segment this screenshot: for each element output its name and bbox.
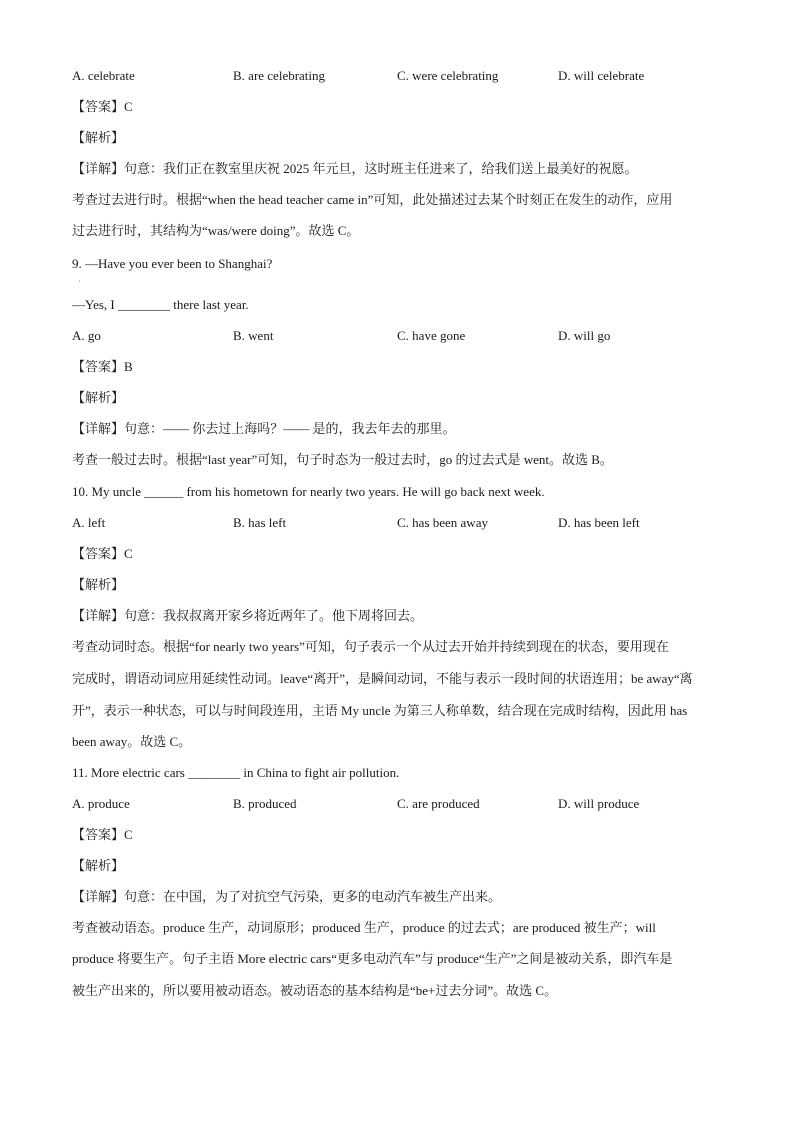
q11-analysis-heading: 【解析】 [72, 858, 125, 873]
q10-explain-line: 开”，表示一种状态，可以与时间段连用，主语 My uncle 为第三人称单数，结合现在完成时结构，因此用 has [72, 703, 688, 718]
q10-option-b: B. has left [233, 515, 287, 530]
q11-option-a: A. produce [72, 796, 130, 811]
q11-option-c: C. are produced [397, 796, 480, 811]
q8-option-b: B. are celebrating [233, 68, 326, 83]
q11-explain-line: 被生产出来的，所以要用被动语态。被动语态的基本结构是“be+过去分词”。故选 C。 [72, 983, 558, 998]
q10-analysis-heading: 【解析】 [72, 577, 125, 592]
q10-explain-line: 完成时，谓语动词应用延续性动词。leave“离开”，是瞬间动词，不能与表示一段时间的状语连用；be away“离 [72, 671, 693, 686]
q8-option-c: C. were celebrating [397, 68, 499, 83]
q8-detail: 【详解】句意：我们正在教室里庆祝 2025 年元旦，这时班主任进来了，给我们送上最美好的祝愿。 [72, 161, 638, 176]
q8-analysis-heading: 【解析】 [72, 130, 125, 145]
q8-explain-line: 过去进行时，其结构为“was/were doing”。故选 C。 [72, 223, 360, 238]
q10-explain-line: been away。故选 C。 [72, 734, 192, 749]
q9-answer: 【答案】B [72, 359, 133, 374]
q11-option-b: B. produced [233, 796, 297, 811]
q9-dot: · [78, 277, 81, 286]
q10-answer: 【答案】C [72, 546, 133, 561]
q10-explain-line: 考查动词时态。根据“for nearly two years”可知，句子表示一个从过去开始并持续到现在的状态，要用现在 [72, 639, 669, 654]
q9-option-c: C. have gone [397, 328, 466, 343]
q9-detail: 【详解】句意：—— 你去过上海吗？—— 是的，我去年去的那里。 [72, 421, 456, 436]
q9-analysis-heading: 【解析】 [72, 390, 125, 405]
q11-option-d: D. will produce [558, 796, 640, 811]
q11-stem: 11. More electric cars ________ in China to fight air pollution. [72, 765, 400, 780]
q11-explain-line: produce 将要生产。句子主语 More electric cars“更多电动汽车”与 produce“生产”之间是被动关系，即汽车是 [72, 951, 673, 966]
q9-option-d: D. will go [558, 328, 611, 343]
q11-detail: 【详解】句意：在中国，为了对抗空气污染，更多的电动汽车被生产出来。 [72, 889, 502, 904]
q9-explain-line: 考查一般过去时。根据“last year”可知，句子时态为一般过去时，go 的过去式是 went。故选 B。 [72, 452, 613, 467]
q9-reply: —Yes, I ________ there last year. [72, 297, 249, 312]
q9-option-a: A. go [72, 328, 101, 343]
q8-option-d: D. will celebrate [558, 68, 645, 83]
q8-explain-line: 考查过去进行时。根据“when the head teacher came in”可知，此处描述过去某个时刻正在发生的动作，应用 [72, 192, 673, 207]
q10-detail: 【详解】句意：我叔叔离开家乡将近两年了。他下周将回去。 [72, 608, 424, 623]
q11-explain-line: 考查被动语态。produce 生产，动词原形；produced 生产，produce 的过去式；are produced 被生产；will [72, 920, 656, 935]
q8-answer: 【答案】C [72, 99, 133, 114]
q10-option-d: D. has been left [558, 515, 640, 530]
q9-stem: 9. —Have you ever been to Shanghai? [72, 256, 273, 271]
q10-stem: 10. My uncle ______ from his hometown for nearly two years. He will go back next week. [72, 484, 545, 499]
q10-option-a: A. left [72, 515, 106, 530]
q11-answer: 【答案】C [72, 827, 133, 842]
q8-option-a: A. celebrate [72, 68, 135, 83]
q10-option-c: C. has been away [397, 515, 488, 530]
q9-option-b: B. went [233, 328, 274, 343]
